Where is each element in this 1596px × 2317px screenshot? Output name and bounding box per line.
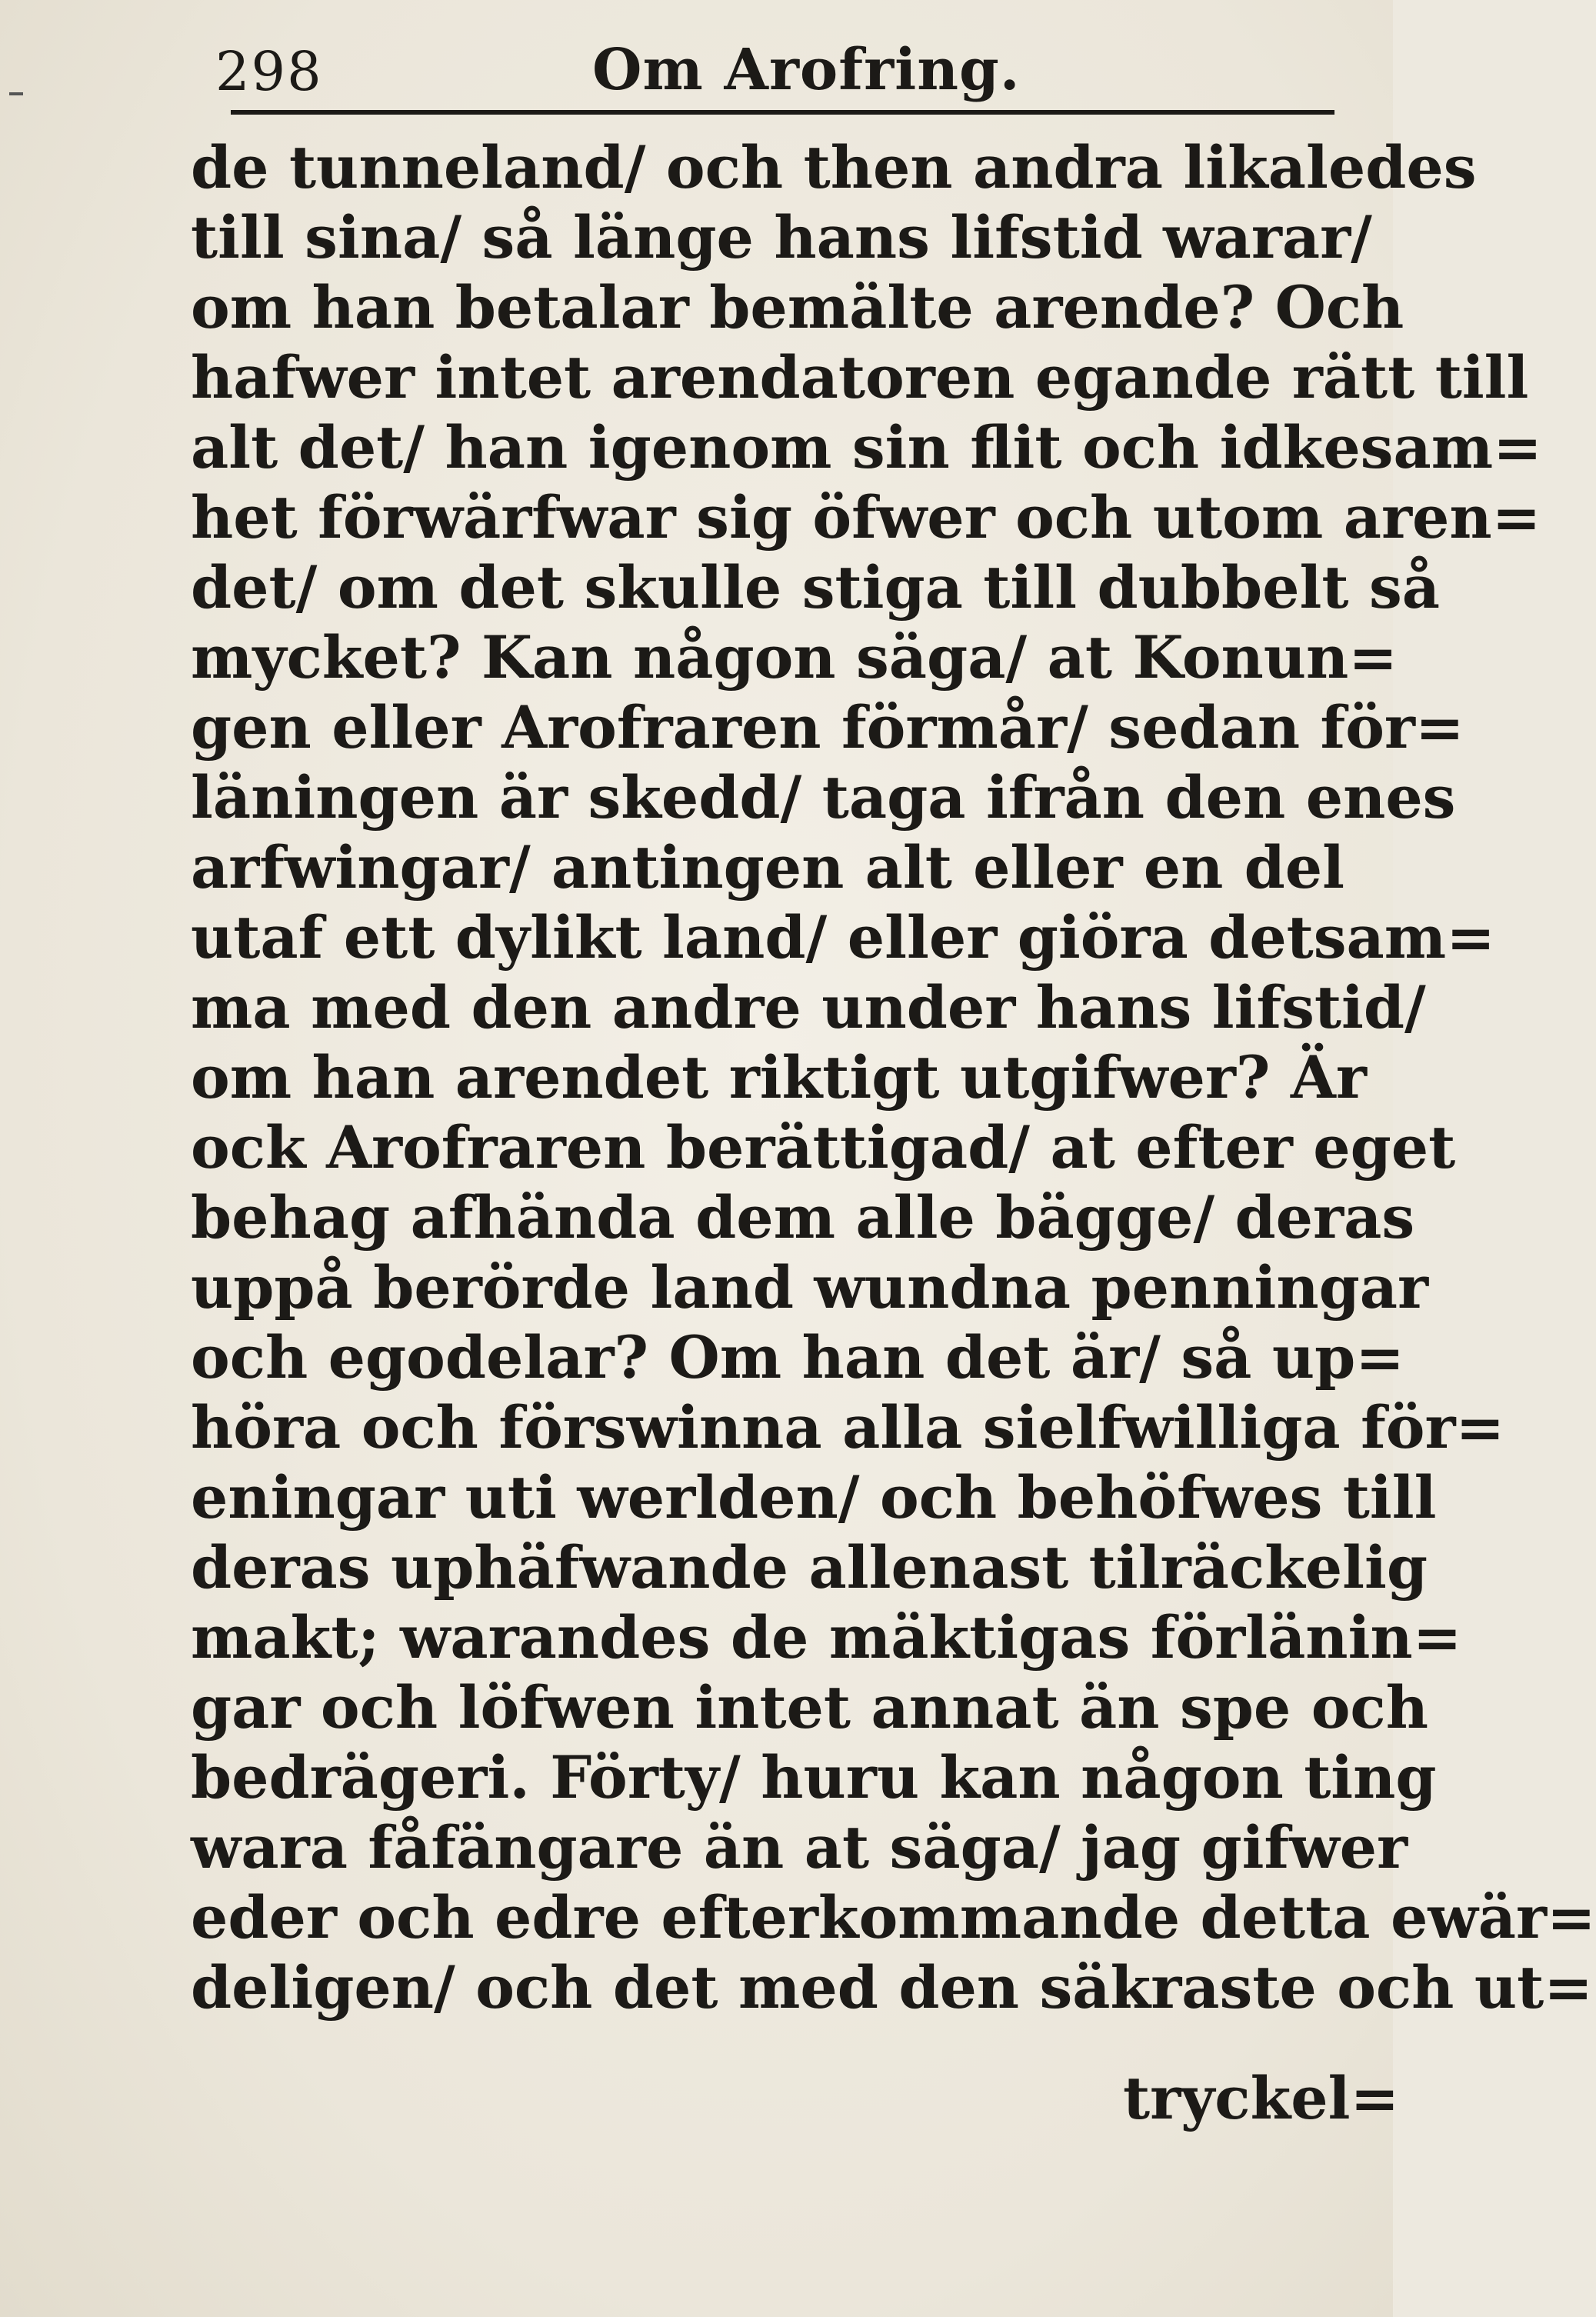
page-header — [208, 23, 1338, 108]
text-line: utaf ett dylikt land/ eller giöra detsam= — [191, 903, 1495, 972]
text-line: deras uphäfwande allenast tilräckelig — [191, 1533, 1428, 1602]
text-line: hafwer intet arendatoren egande rätt till — [191, 343, 1529, 412]
header-rule — [231, 110, 1334, 115]
text-line: behag afhända dem alle bägge/ deras — [191, 1183, 1415, 1252]
text-line: ock Arofraren berättigad/ at efter eget — [191, 1113, 1456, 1182]
page-number: 298 — [215, 40, 323, 103]
body-text — [191, 132, 1596, 2022]
text-line: alt det/ han igenom sin flit och idkesam= — [191, 413, 1542, 482]
text-line: höra och förswinna alla sielfwilliga för= — [191, 1393, 1505, 1462]
text-line: läningen är skedd/ taga ifrån den enes — [191, 763, 1456, 832]
text-line: de tunneland/ och then andra likaledes — [191, 133, 1477, 202]
running-head: Om Arofring. — [592, 37, 1021, 103]
text-line: het förwärfwar sig öfwer och utom aren= — [191, 483, 1541, 552]
text-line: makt; warandes de mäktigas förlänin= — [191, 1603, 1462, 1672]
catchword: tryckel= — [1123, 2064, 1400, 2132]
text-line: uppå berörde land wundna penningar — [191, 1253, 1429, 1322]
text-line: det/ om det skulle stiga till dubbelt så — [191, 553, 1440, 622]
text-line: och egodelar? Om han det är/ så up= — [191, 1323, 1404, 1392]
text-line: gar och löfwen intet annat än spe och — [191, 1673, 1428, 1742]
text-line: bedrägeri. Förty/ huru kan någon ting — [191, 1743, 1437, 1812]
text-line: eder och edre efterkommande detta ewär= — [191, 1883, 1596, 1952]
text-line: mycket? Kan någon säga/ at Konun= — [191, 623, 1398, 692]
text-line: arfwingar/ antingen alt eller en del — [191, 833, 1344, 902]
margin-mark — [9, 92, 23, 95]
text-line: deligen/ och det med den säkraste och ut= — [191, 1953, 1593, 2022]
text-line: ma med den andre under hans lifstid/ — [191, 973, 1426, 1042]
text-line: eningar uti werlden/ och behöfwes till — [191, 1463, 1437, 1532]
text-line: om han arendet riktigt utgifwer? Är — [191, 1043, 1367, 1112]
text-line: till sina/ så länge hans lifstid warar/ — [191, 203, 1372, 272]
text-line: wara fåfängare än at säga/ jag gifwer — [191, 1813, 1408, 1882]
text-line: gen eller Arofraren förmår/ sedan för= — [191, 693, 1464, 762]
text-line: om han betalar bemälte arende? Och — [191, 273, 1404, 342]
